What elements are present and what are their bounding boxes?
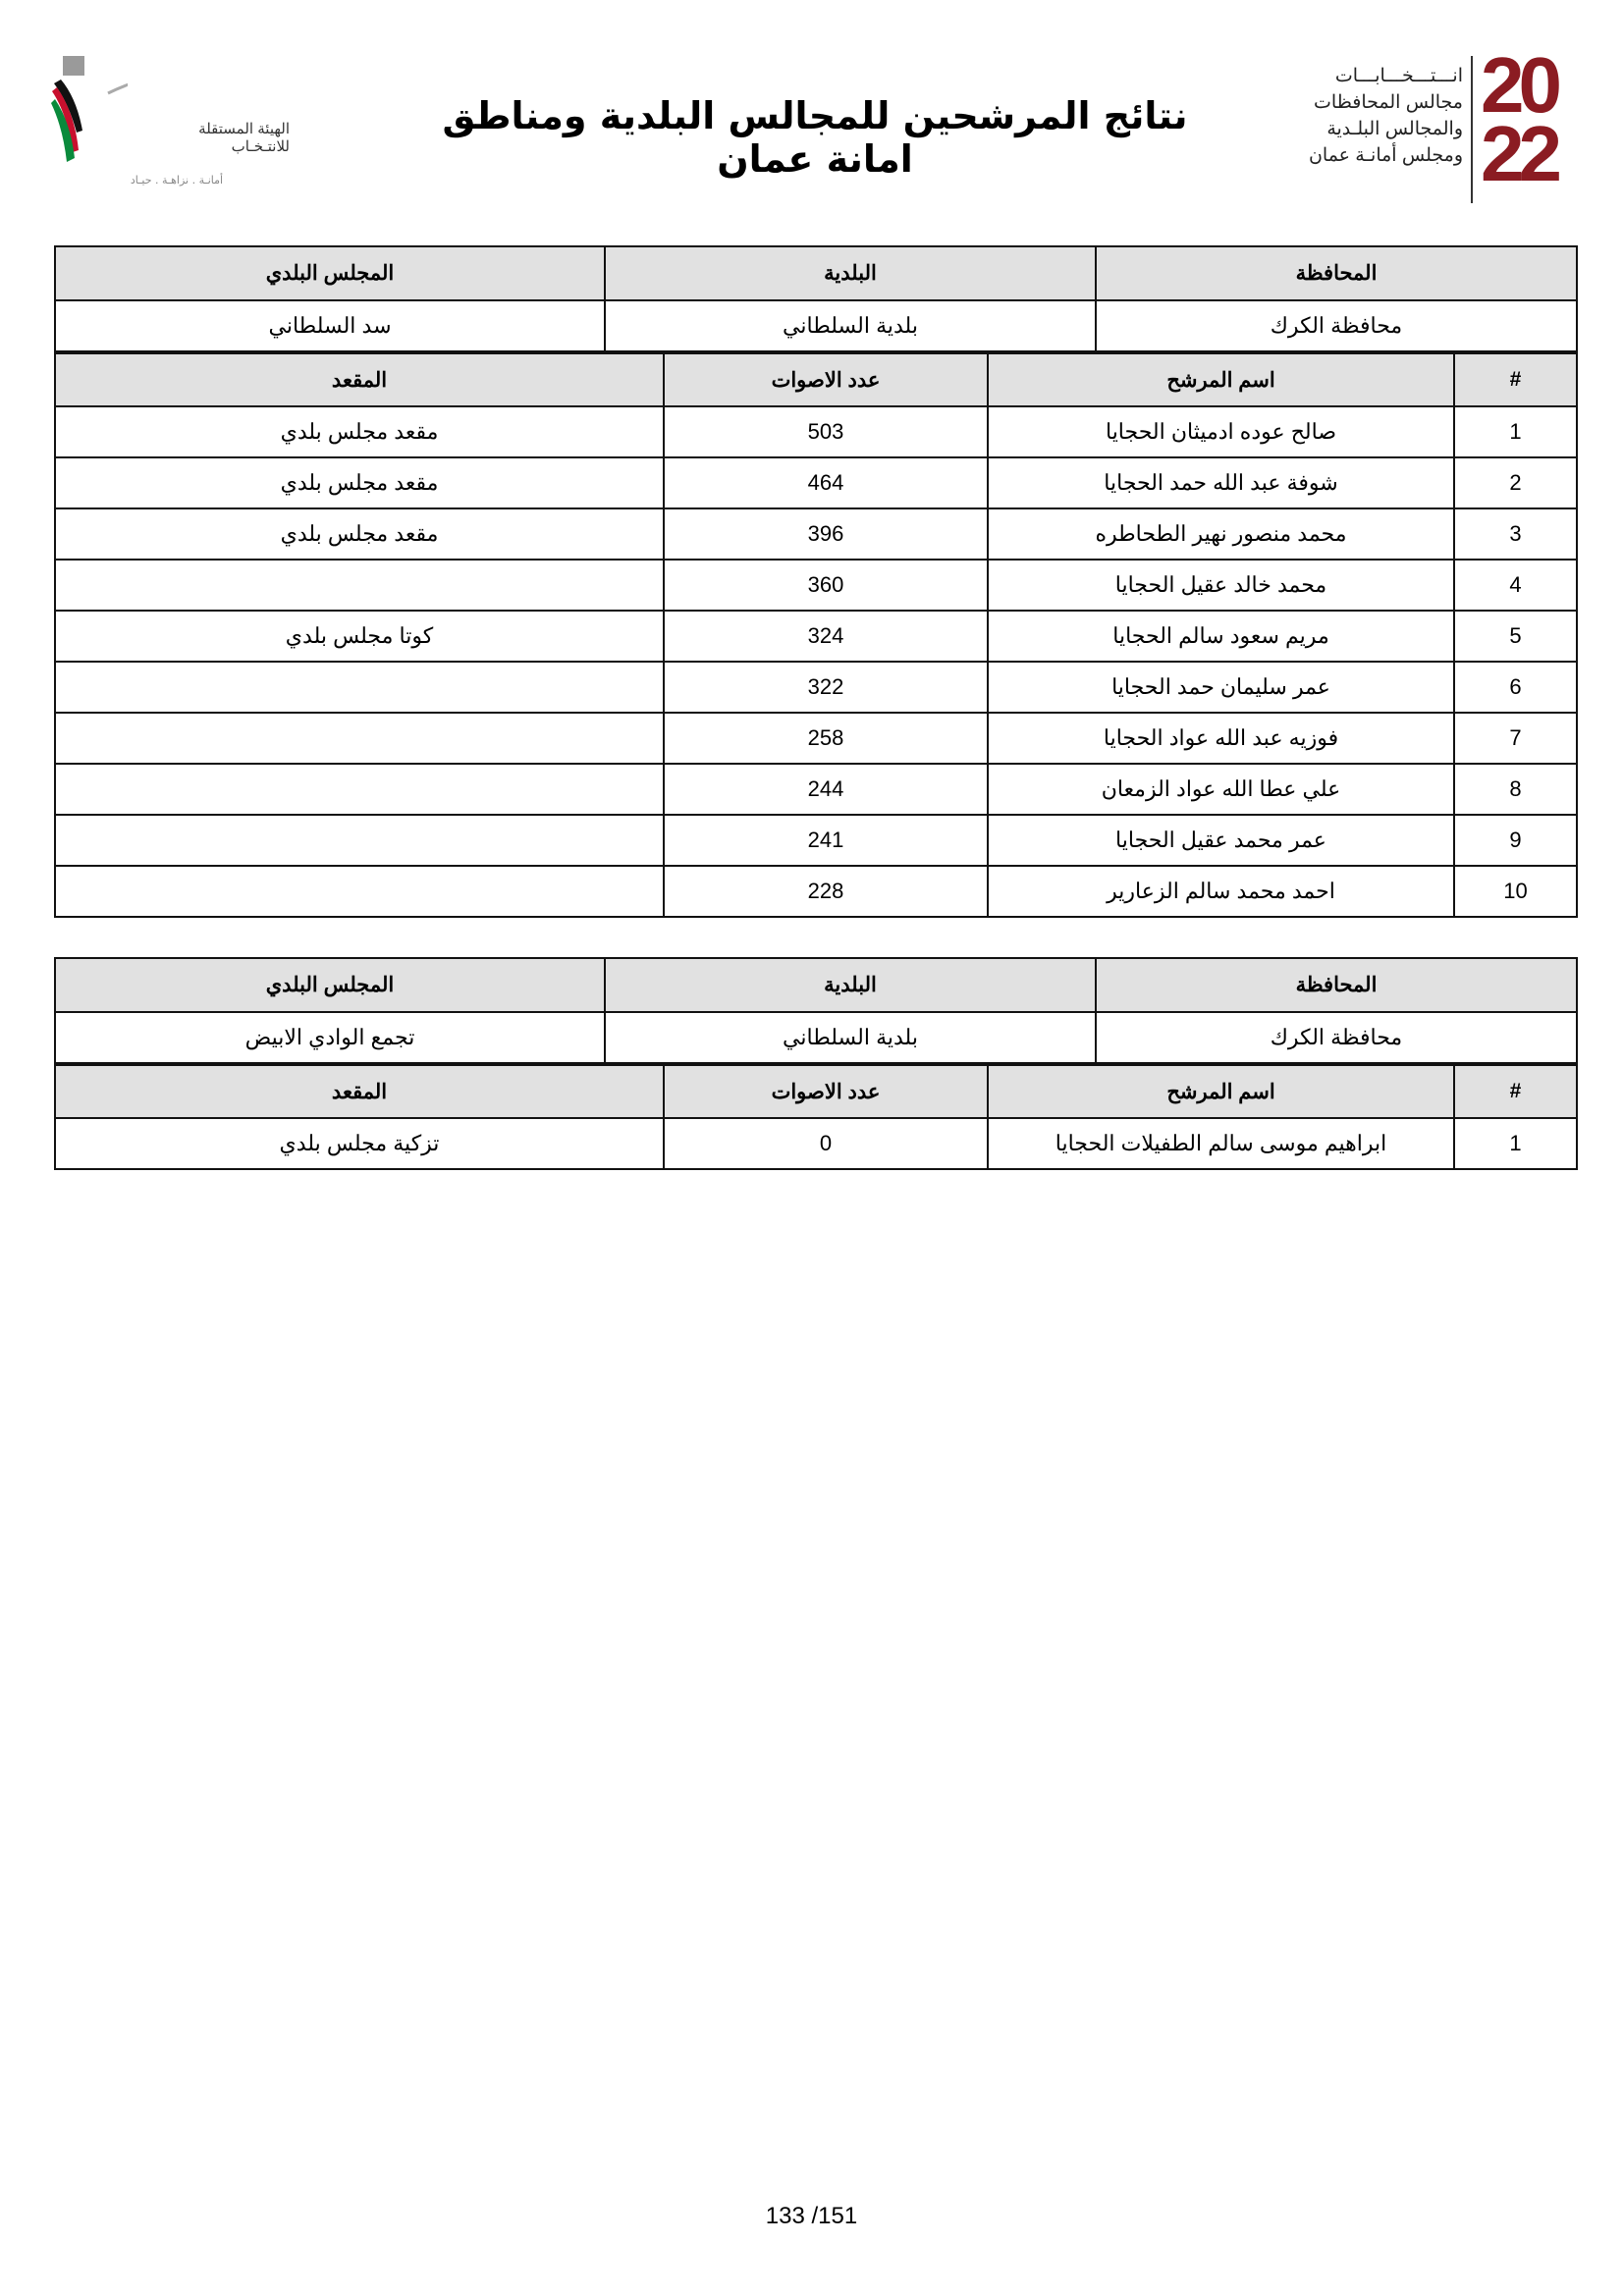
candidate-header: اسم المرشح: [988, 353, 1454, 406]
municipality-value: بلدية السلطاني: [605, 1012, 1096, 1063]
candidate-name: مريم سعود سالم الحجايا: [988, 611, 1454, 662]
seat-type: مقعد مجلس بلدي: [55, 457, 664, 508]
row-number: 8: [1454, 764, 1577, 815]
row-number: 1: [1454, 1118, 1577, 1169]
table-row: [55, 457, 1577, 508]
logo-line: مجالس المحافظات: [1314, 92, 1463, 113]
table-row: [55, 406, 1577, 457]
iec-name-line2: للانتـخـاب: [231, 138, 290, 155]
table-row: [55, 508, 1577, 560]
vote-count: 503: [664, 406, 988, 457]
seat-header: المقعد: [55, 353, 664, 406]
vote-count: 396: [664, 508, 988, 560]
logo-year-top: 20: [1481, 41, 1556, 129]
vote-count: 360: [664, 560, 988, 611]
vote-count: 258: [664, 713, 988, 764]
candidate-name: محمد خالد عقيل الحجايا: [988, 560, 1454, 611]
seat-type: [55, 866, 664, 917]
row-number: 10: [1454, 866, 1577, 917]
seat-type: [55, 662, 664, 713]
table-row: [55, 1118, 1577, 1169]
row-number: 9: [1454, 815, 1577, 866]
council-header: المجلس البلدي: [55, 246, 605, 300]
page-title: نتائج المرشحين للمجالس البلدية ومناطق امانة عمان: [442, 94, 1188, 181]
table-row: [55, 815, 1577, 866]
vote-count: 228: [664, 866, 988, 917]
vote-count: 241: [664, 815, 988, 866]
candidate-name: عمر سليمان حمد الحجايا: [988, 662, 1454, 713]
logo-line: والمجالس البلـدية: [1326, 119, 1463, 139]
num-header: #: [1454, 353, 1577, 406]
council-value: تجمع الوادي الابيض: [55, 1012, 605, 1063]
candidate-name: ابراهيم موسى سالم الطفيلات الحجايا: [988, 1118, 1454, 1169]
candidate-name: عمر محمد عقيل الحجايا: [988, 815, 1454, 866]
table-row: [55, 764, 1577, 815]
table-row: [55, 611, 1577, 662]
row-number: 1: [1454, 406, 1577, 457]
logo-line: ومجلس أمانـة عمان: [1308, 145, 1463, 166]
table-row: [55, 560, 1577, 611]
vote-count: 324: [664, 611, 988, 662]
seat-type: [55, 764, 664, 815]
elections-2022-logo: [1296, 41, 1581, 198]
governorate-value: محافظة الكرك: [1096, 300, 1577, 351]
candidate-header: اسم المرشح: [988, 1065, 1454, 1118]
votes-header: عدد الاصوات: [664, 353, 988, 406]
seat-type: كوتا مجلس بلدي: [55, 611, 664, 662]
vote-count: 244: [664, 764, 988, 815]
municipality-header: البلدية: [605, 958, 1096, 1012]
page-number: 133 /151: [765, 2203, 858, 2229]
section-1-results-table: [54, 352, 1578, 918]
governorate-value: محافظة الكرك: [1096, 1012, 1577, 1063]
candidate-name: شوفة عبد الله حمد الحجايا: [988, 457, 1454, 508]
iec-name-line1: الهيئة المستقلة: [198, 121, 290, 137]
table-row: [55, 866, 1577, 917]
governorate-header: المحافظة: [1096, 246, 1577, 300]
candidate-name: احمد محمد سالم الزعارير: [988, 866, 1454, 917]
council-value: سد السلطاني: [55, 300, 605, 351]
vote-count: 464: [664, 457, 988, 508]
section-2-results-table: [54, 1064, 1578, 1170]
section-2-info-table: [54, 957, 1578, 1064]
table-row: [55, 662, 1577, 713]
row-number: 3: [1454, 508, 1577, 560]
candidate-name: علي عطا الله عواد الزمعان: [988, 764, 1454, 815]
row-number: 4: [1454, 560, 1577, 611]
num-header: #: [1454, 1065, 1577, 1118]
table-row: [55, 713, 1577, 764]
row-number: 7: [1454, 713, 1577, 764]
vote-count: 0: [664, 1118, 988, 1169]
seat-type: مقعد مجلس بلدي: [55, 508, 664, 560]
logo-year-bottom: 22: [1481, 110, 1556, 197]
row-number: 2: [1454, 457, 1577, 508]
council-header: المجلس البلدي: [55, 958, 605, 1012]
vote-count: 322: [664, 662, 988, 713]
seat-type: [55, 713, 664, 764]
candidate-name: فوزيه عبد الله عواد الحجايا: [988, 713, 1454, 764]
iec-logo: [49, 54, 290, 191]
seat-type: مقعد مجلس بلدي: [55, 406, 664, 457]
candidate-name: صالح عوده ادميثان الحجايا: [988, 406, 1454, 457]
logo-line: انـــتـــخـــابـــات: [1334, 66, 1463, 86]
seat-type: تزكية مجلس بلدي: [55, 1118, 664, 1169]
section-1-info-table: [54, 245, 1578, 352]
municipality-value: بلدية السلطاني: [605, 300, 1096, 351]
seat-header: المقعد: [55, 1065, 664, 1118]
row-number: 5: [1454, 611, 1577, 662]
candidate-name: محمد منصور نهير الطحاطره: [988, 508, 1454, 560]
seat-type: [55, 815, 664, 866]
row-number: 6: [1454, 662, 1577, 713]
iec-tagline: أمانـة . نزاهـة . حيـاد: [130, 174, 224, 187]
logo-divider: [1471, 56, 1473, 203]
seat-type: [55, 560, 664, 611]
votes-header: عدد الاصوات: [664, 1065, 988, 1118]
governorate-header: المحافظة: [1096, 958, 1577, 1012]
municipality-header: البلدية: [605, 246, 1096, 300]
